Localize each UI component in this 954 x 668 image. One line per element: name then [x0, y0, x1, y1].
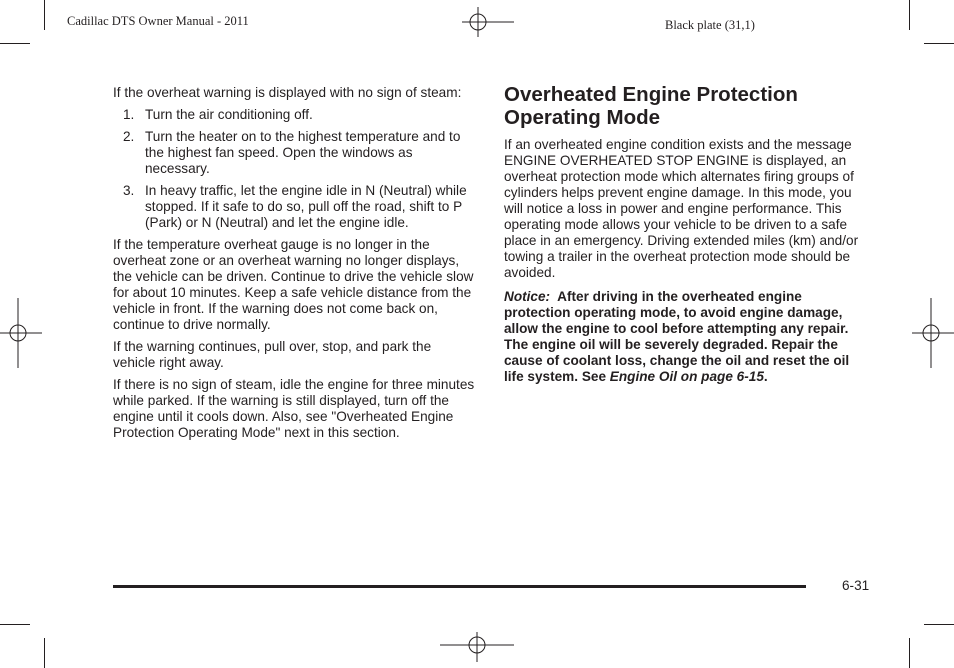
- step-text: Turn the air conditioning off.: [145, 107, 313, 122]
- crop-mark: [44, 0, 45, 30]
- header-plate-info: Black plate (31,1): [665, 18, 755, 32]
- no-steam-paragraph: If there is no sign of steam, idle the engine for three minutes while parked. If the warning is still displayed, turn off the engine until it cools down. Also, see "Overheated Engine Protection Operating Mode" next in this section.: [113, 377, 475, 440]
- crop-mark: [924, 43, 954, 44]
- registration-mark-left: [0, 298, 42, 368]
- crop-mark: [44, 638, 45, 668]
- left-column: [113, 85, 475, 447]
- page-number: 6-31: [842, 578, 870, 593]
- notice-paragraph: [504, 289, 870, 385]
- gauge-paragraph: If the temperature overheat gauge is no longer in the overheat zone or an overheat warning no longer displays, the vehicle can be driven. Continue to drive the vehicle slow for about 10 minutes. Keep a safe vehicle distance from the vehicle in front. If the warning does not come back on, continue to drive normally.: [113, 237, 474, 332]
- engine-oil-reference-link[interactable]: Engine Oil on page 6-15: [609, 369, 764, 384]
- header-manual-title: Cadillac DTS Owner Manual - 2011: [67, 14, 249, 28]
- right-column: [504, 83, 870, 391]
- section-heading: Overheated Engine Protection Operating Mode: [504, 83, 798, 129]
- registration-mark-top: [462, 7, 514, 37]
- crop-mark: [924, 624, 954, 625]
- body-paragraph: If an overheated engine condition exists and the message ENGINE OVERHEATED STOP ENGINE is displayed, an overheat protection mode which alternates firing groups of cylinders helps prevent engine damage. In this mode, you will notice a loss in power and engine performance. This operating mode allows your vehicle to be driven to a safe place in an emergency. Driving extended miles (km) and/or towing a trailer in the overheat protection mode should be avoided.: [504, 137, 859, 280]
- step-number: 2.: [123, 129, 135, 144]
- notice-text: After driving in the overheated engine protection operating mode, to avoid engine damage, allow the engine to cool before attempting any repair. The engine oil will be severely degraded. Repair the cause of coolant loss, change the oil and reset the oil life system. See: [504, 289, 850, 384]
- step-text: Turn the heater on to the highest temperature and to the highest fan speed. Open the windows as necessary.: [145, 129, 461, 176]
- list-item: [113, 183, 475, 231]
- crop-mark: [909, 0, 910, 30]
- list-item: [113, 107, 475, 123]
- registration-mark-right: [912, 298, 954, 368]
- list-item: [113, 129, 475, 177]
- crop-mark: [909, 638, 910, 668]
- notice-period: .: [763, 369, 768, 384]
- crop-mark: [0, 43, 30, 44]
- intro-paragraph: If the overheat warning is displayed with no sign of steam:: [113, 85, 462, 100]
- registration-mark-bottom: [440, 632, 514, 662]
- notice-label: Notice:: [504, 289, 551, 304]
- step-text: In heavy traffic, let the engine idle in N (Neutral) while stopped. If it safe to do so, pull off the road, shift to P (Park) or N (Neutral) and let the engine idle.: [145, 183, 467, 230]
- step-number: 1.: [123, 107, 135, 122]
- step-number: 3.: [123, 183, 135, 198]
- steps-list: [113, 107, 475, 231]
- crop-mark: [0, 624, 30, 625]
- warning-continues-paragraph: If the warning continues, pull over, stop, and park the vehicle right away.: [113, 339, 432, 370]
- footer-rule: [113, 585, 806, 588]
